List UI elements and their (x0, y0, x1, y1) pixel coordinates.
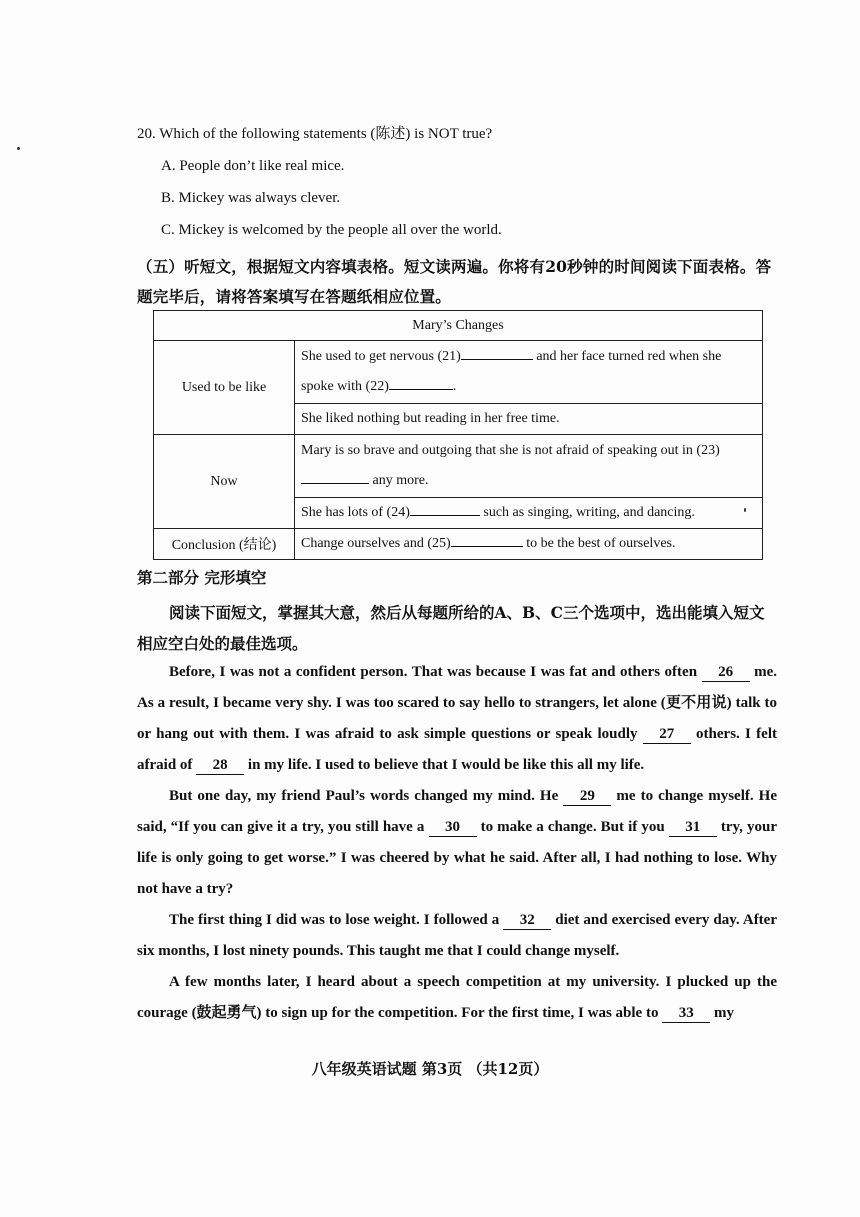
blank-29[interactable]: 29 (563, 787, 611, 806)
page-footer: 八年级英语试题 第3页 （共12页） (311, 1060, 549, 1078)
marys-changes-table (153, 310, 763, 560)
table-title: Mary’s Changes (154, 311, 763, 341)
option-a: A. People don’t like real mice. (161, 158, 345, 174)
blank-22[interactable] (389, 389, 453, 390)
blank-23[interactable] (301, 483, 369, 484)
cloze-passage (137, 657, 777, 1029)
conclusion-label: Conclusion (结论) (154, 529, 295, 560)
blank-27[interactable]: 27 (643, 725, 691, 744)
answer-cell-24: She has lots of (24) such as singing, writing, and dancing. (295, 498, 763, 529)
passage-paragraph-1: Before, I was not a confident person. That was because I was fat and others often 26 me. As a result, I became very shy. I was too scared to say hello to strangers, let alone (更不用说) talk to or hang out with them. I was afraid to ask simple questions or speak loudly 27 others. I felt afraid of 28 in my life. I used to believe that I would be like this all my life. (137, 664, 777, 773)
blank-32[interactable]: 32 (503, 911, 551, 930)
blank-25[interactable] (451, 546, 523, 547)
passage-paragraph-4: A few months later, I heard about a speech competition at my university. I plucked up the courage (鼓起勇气) to sign up for the competition. For the first time, I was able to 33 my (137, 974, 777, 1021)
now-label: Now (154, 435, 295, 529)
blank-26[interactable]: 26 (702, 663, 750, 682)
blank-21[interactable] (461, 359, 533, 360)
blank-24[interactable] (410, 515, 480, 516)
question-20 (137, 124, 777, 252)
scan-speck (17, 147, 20, 150)
blank-33[interactable]: 33 (662, 1004, 710, 1023)
answer-cell-25: Change ourselves and (25) to be the best of ourselves. (295, 529, 763, 560)
blank-30[interactable]: 30 (429, 818, 477, 837)
used-to-be-like-label: Used to be like (154, 341, 295, 435)
blank-28[interactable]: 28 (196, 756, 244, 775)
answer-cell-21-22: She used to get nervous (21) and her face turned red when she spoke with (22) . (295, 341, 763, 404)
blank-31[interactable]: 31 (669, 818, 717, 837)
option-c: C. Mickey is welcomed by the people all over the world. (161, 222, 502, 238)
passage-paragraph-2: But one day, my friend Paul’s words changed my mind. He 29 me to change myself. He said, “If you can give it a try, you still have a 30 to make a change. But if you 31 try, your life is only going to get worse.” I was cheered by what he said. After all, I had nothing to lose. Why not have a try? (137, 788, 778, 897)
section-5-instruction: （五）听短文，根据短文内容填表格。短文读两遍。你将有20秒钟的时间阅读下面表格。答题完毕后，请将答案填写在答题纸相应位置。 (137, 257, 772, 306)
static-cell-reading: She liked nothing but reading in her free time. (295, 404, 763, 435)
question-stem: 20. Which of the following statements (陈述) is NOT true? (137, 126, 493, 142)
cloze-instruction: 阅读下面短文，掌握其大意，然后从每题所给的A、B、C三个选项中，选出能填入短文相应空白处的最佳选项。 (137, 603, 765, 653)
part-2-heading: 第二部分 完形填空 (137, 568, 267, 587)
passage-paragraph-3: The first thing I did was to lose weight. I followed a 32 diet and exercised every day. After six months, I lost ninety pounds. This taught me that I could change myself. (137, 912, 777, 959)
option-b: B. Mickey was always clever. (161, 190, 341, 206)
answer-cell-23: Mary is so brave and outgoing that she is not afraid of speaking out in (23) any more. (295, 435, 763, 498)
